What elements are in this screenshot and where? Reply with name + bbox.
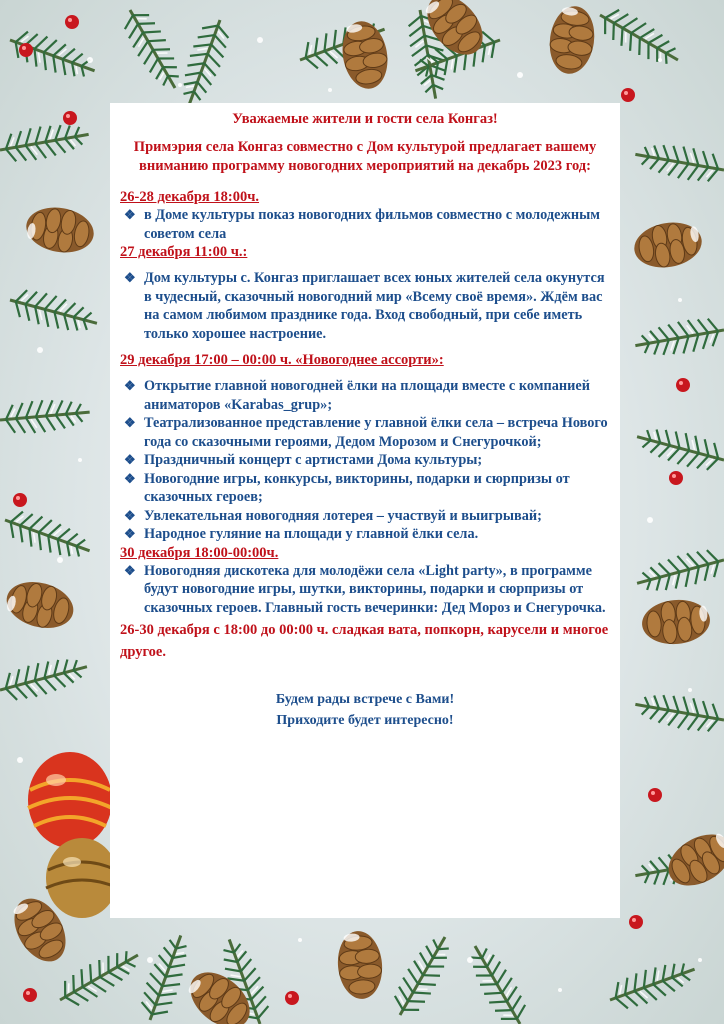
announcement-sheet	[110, 103, 620, 918]
diamond-bullet-icon: ❖	[124, 562, 136, 578]
intro-text: Примэрия села Конгаз совместно с Дом культурой предлагает вашему вниманию программу новогодних мероприятий на декабрь 2023 год:	[133, 139, 597, 174]
event-items	[120, 377, 610, 544]
event-date: 30 декабря 18:00-00:00ч.	[120, 544, 279, 561]
list-item: ❖ Народное гуляние на площади у главной ёлки села.	[124, 526, 479, 542]
list-item: ❖ Увлекательная новогодняя лотерея – участвуй и выигрывай;	[124, 507, 542, 524]
event-date: 26-28 декабря 18:00ч.	[120, 189, 260, 205]
diamond-bullet-icon: ❖	[124, 378, 136, 393]
list-item: ❖ Праздничный концерт с артистами Дома культуры;	[124, 452, 483, 468]
diamond-bullet-icon: ❖	[124, 507, 136, 523]
list-item: ❖ Открытие главной новогодней ёлки на площади вместе с компанией аниматоров «Karabas_grup»;	[124, 378, 590, 413]
event-items	[120, 269, 610, 343]
diamond-bullet-icon: ❖	[124, 452, 136, 467]
diamond-bullet-icon: ❖	[124, 207, 136, 222]
list-item: ❖ Новогодняя дискотека для молодёжи села «Light party», в программе будут новогодние игры, шутки, викторины, подарки и сюрпризы от сказочных героев. Главный гость вечеринки: Дед Мороз и Снегурочка.	[124, 562, 606, 616]
event-date: 27 декабря 11:00 ч.:	[120, 244, 248, 260]
greeting-heading: Уважаемые жители и гости села Конгаз!	[232, 111, 498, 127]
event-items	[120, 562, 610, 618]
diamond-bullet-icon: ❖	[124, 470, 136, 486]
closing-line: Приходите будет интересно!	[276, 713, 454, 728]
list-item: ❖ Театрализованное представление у главной ёлки села – встреча Нового года со сказочными героями, Дедом Морозом и Снегурочкой;	[124, 415, 608, 450]
list-item: ❖ Дом культуры с. Конгаз приглашает всех юных жителей села окунутся в чудесный, сказочный новогодний мир «Всему своё время». Ждём вас на самом любимом празднике года. Вход свободный, при себе иметь только хорошее настроение.	[124, 270, 605, 342]
closing-line: Будем рады встрече с Вами!	[275, 692, 455, 707]
diamond-bullet-icon: ❖	[124, 526, 136, 541]
list-item: ❖ в Доме культуры показ новогодних фильмов совместно с молодежным советом села	[124, 207, 600, 242]
diamond-bullet-icon: ❖	[124, 270, 136, 285]
event-items	[120, 206, 610, 243]
extra-attractions: 26-30 декабря с 18:00 до 00:00 ч. сладкая вата, попкорн, карусели и многое другое.	[120, 622, 609, 660]
event-date: 29 декабря 17:00 – 00:00 ч. «Новогоднее ассорти»:	[120, 352, 444, 368]
list-item: ❖ Новогодние игры, конкурсы, викторины, подарки и сюрпризы от сказочных героев;	[124, 470, 570, 505]
diamond-bullet-icon: ❖	[124, 415, 136, 430]
